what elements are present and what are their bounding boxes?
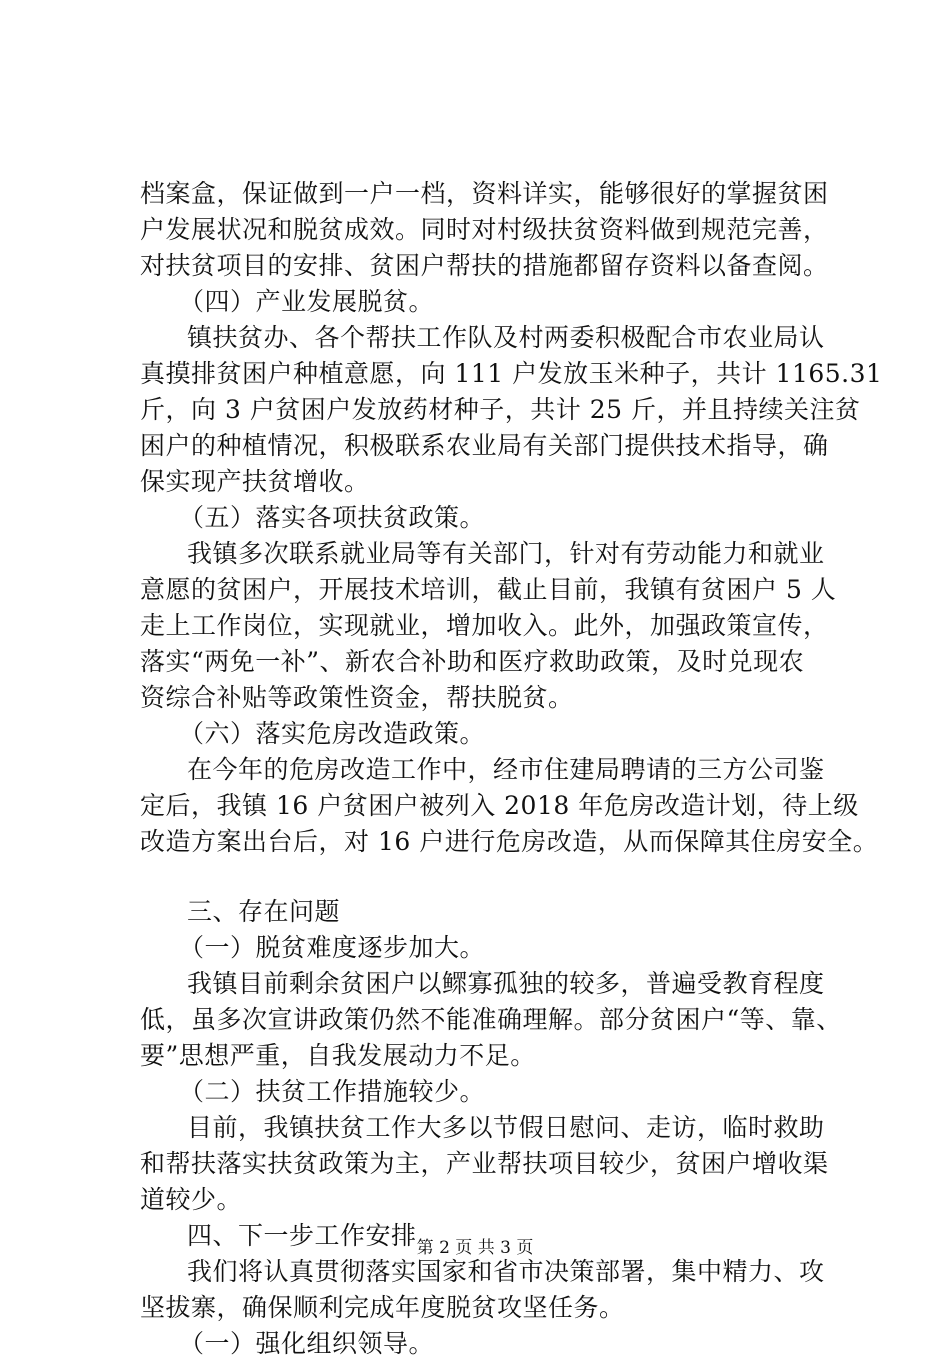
subsection-heading: （五）落实各项扶贫政策。 [179, 503, 486, 532]
document-body [140, 176, 883, 1362]
body-text-line: 户发展状况和脱贫成效。同时对村级扶贫资料做到规范完善， [140, 215, 829, 244]
body-text-line: 资综合补贴等政策性资金，帮扶脱贫。 [140, 683, 574, 712]
paragraph-first-line: 我镇多次联系就业局等有关部门，针对有劳动能力和就业 [187, 539, 825, 568]
body-text-line: 坚拔寨，确保顺利完成年度脱贫攻坚任务。 [140, 1293, 625, 1322]
paragraph-first-line: 我们将认真贯彻落实国家和省市决策部署，集中精力、攻 [187, 1257, 825, 1286]
paragraph-first-line: 目前，我镇扶贫工作大多以节假日慰问、走访，临时救助 [187, 1113, 825, 1142]
body-text-line: 落实“两免一补”、新农合补助和医疗救助政策，及时兑现农 [140, 647, 805, 676]
subsection-heading: （二）扶贫工作措施较少。 [179, 1077, 486, 1106]
body-text-line: 改造方案出台后，对 16 户进行危房改造，从而保障其住房安全。 [140, 827, 879, 856]
subsection-heading: （六）落实危房改造政策。 [179, 719, 486, 748]
section-heading: 四、下一步工作安排 [187, 1221, 417, 1250]
body-text-line: 对扶贫项目的安排、贫困户帮扶的措施都留存资料以备查阅。 [140, 251, 829, 280]
subsection-heading: （一）脱贫难度逐步加大。 [179, 933, 486, 962]
paragraph-gap [140, 860, 840, 894]
body-text-line: 和帮扶落实扶贫政策为主，产业帮扶项目较少，贫困户增收渠 [140, 1149, 829, 1178]
section-heading: 三、存在问题 [187, 897, 341, 926]
body-text-line: 档案盒，保证做到一户一档，资料详实，能够很好的掌握贫困 [140, 179, 829, 208]
paragraph-first-line: 我镇目前剩余贫困户以鳏寡孤独的较多，普遍受教育程度 [187, 969, 825, 998]
body-text-line: 定后，我镇 16 户贫困户被列入 2018 年危房改造计划，待上级 [140, 791, 859, 820]
body-text-line: 走上工作岗位，实现就业，增加收入。此外，加强政策宣传， [140, 611, 829, 640]
page-number-label: 第 2 页 共 3 页 [416, 1238, 534, 1258]
paragraph-first-line: 镇扶贫办、各个帮扶工作队及村两委积极配合市农业局认 [187, 323, 825, 352]
body-text-line: 困户的种植情况，积极联系农业局有关部门提供技术指导，确 [140, 431, 829, 460]
body-text-line: 道较少。 [140, 1185, 243, 1214]
subsection-heading: （四）产业发展脱贫。 [179, 287, 435, 316]
body-text-line: 要”思想严重，自我发展动力不足。 [140, 1041, 536, 1070]
body-text-line: 意愿的贫困户，开展技术培训，截止目前，我镇有贫困户 5 人 [140, 575, 837, 604]
paragraph-first-line: 在今年的危房改造工作中，经市住建局聘请的三方公司鉴 [187, 755, 825, 784]
subsection-heading: （一）强化组织领导。 [179, 1329, 435, 1358]
body-text-line: 保实现产扶贫增收。 [140, 467, 370, 496]
body-text-line: 斤，向 3 户贫困户发放药材种子，共计 25 斤，并且持续关注贫 [140, 395, 861, 424]
body-text-line: 低，虽多次宣讲政策仍然不能准确理解。部分贫困户“等、靠、 [140, 1005, 842, 1034]
body-text-line: 真摸排贫困户种植意愿，向 111 户发放玉米种子，共计 1165.31 [140, 359, 883, 388]
page-footer [0, 1236, 950, 1260]
